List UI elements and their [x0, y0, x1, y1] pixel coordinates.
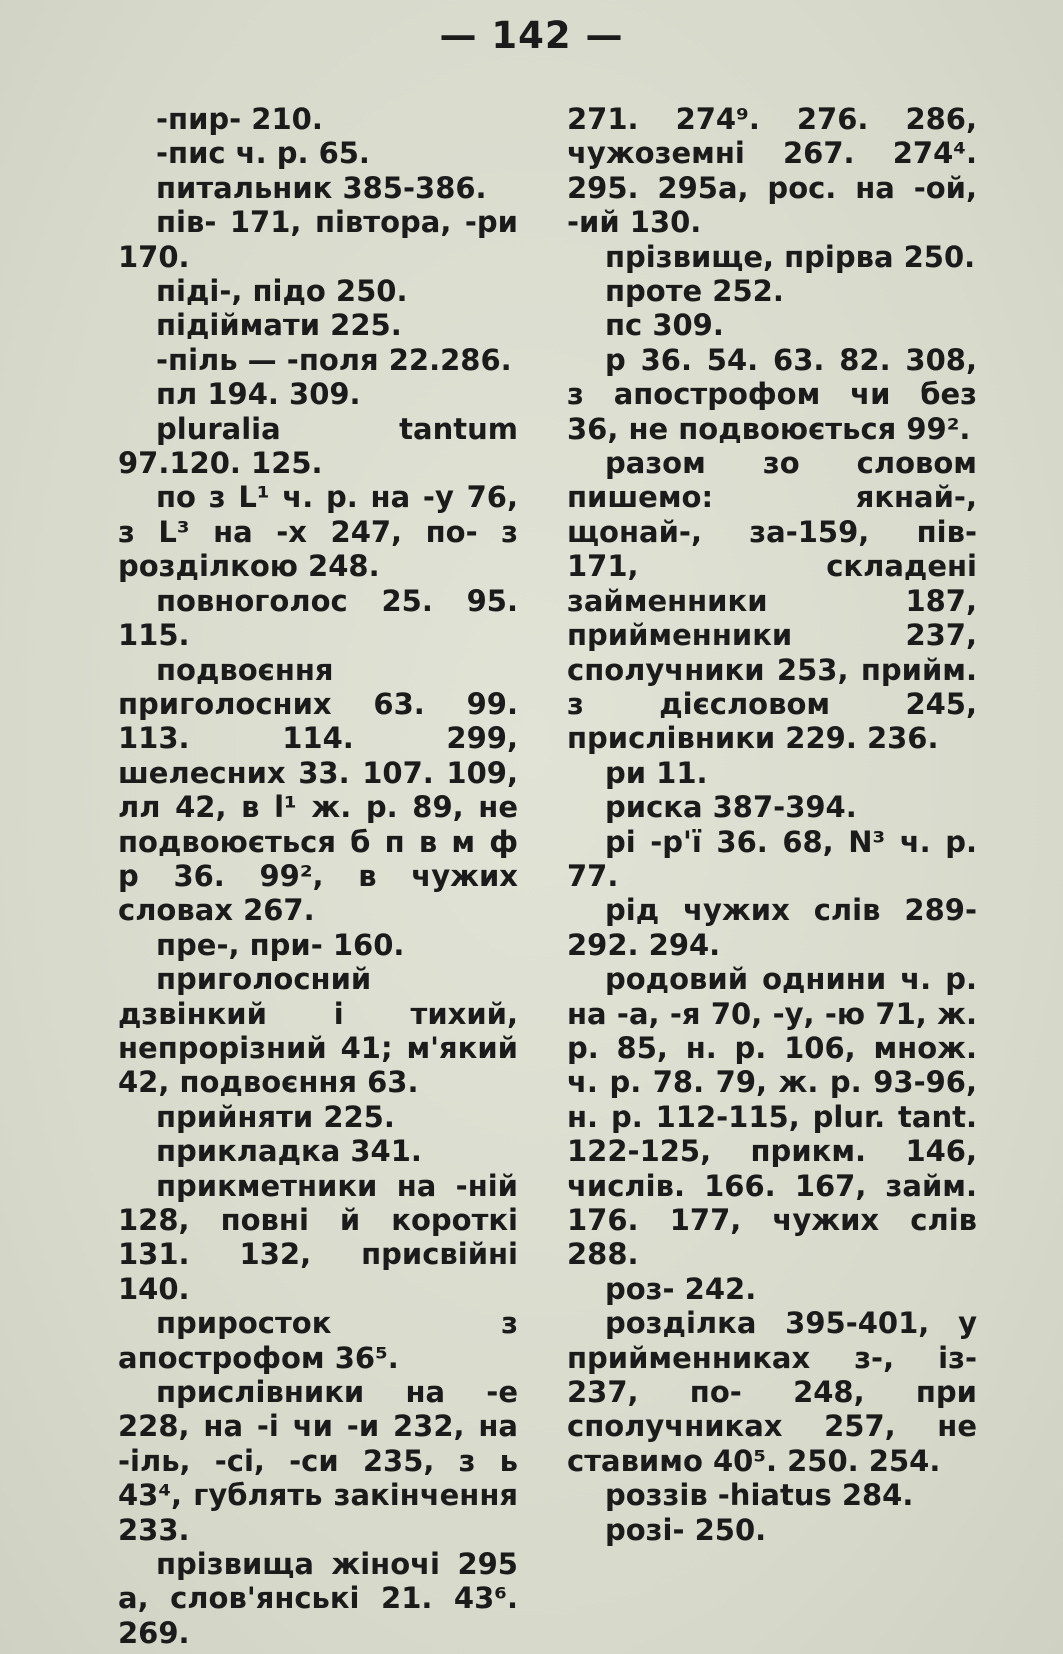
page-number: — 142 —	[439, 14, 624, 57]
index-entry: прізвища жіночі 295 а, слов'янські 21. 43⁶. 269.	[118, 1547, 518, 1650]
index-entry: приголосний дзвінкий і тихий, непрорізний 41; м'який 42, подвоєння 63.	[118, 962, 518, 1100]
index-entry: прикладка 341.	[156, 1134, 422, 1169]
index-column-left	[118, 102, 518, 1650]
index-entry-continuation: 271. 274⁹. 276. 286, чужоземні 267. 274⁴. 295. 295а, рос. на -ой, -ий 130.	[567, 102, 977, 240]
index-entry: -пис ч. р. 65.	[156, 136, 370, 171]
index-entry: роззів -hiatus 284.	[605, 1478, 914, 1513]
index-entry: разом зо словом пишемо: якнай-, щонай-, за-159, пів- 171, складені займенники 187, прийменники 237, сполучники 253, прийм. з дієсловом 245, прислівники 229. 236.	[567, 446, 977, 756]
index-entry: -пир- 210.	[156, 102, 323, 136]
index-entry: розі- 250.	[605, 1512, 767, 1547]
index-entry: рі -р'ї 36. 68, N³ ч. р. 77.	[567, 824, 977, 893]
index-entry: пс 309.	[605, 308, 724, 343]
index-entry: повноголос 25. 95. 115.	[118, 583, 518, 653]
index-entry: -піль — -поля 22.286.	[156, 342, 512, 377]
index-entry: пл 194. 309.	[156, 377, 361, 412]
index-entry: приросток з апострофом 36⁵.	[118, 1306, 518, 1375]
index-entry: ри 11.	[605, 755, 708, 790]
index-column-right	[567, 102, 977, 1547]
index-entry: роз- 242.	[605, 1271, 757, 1306]
index-entry: підіймати 225.	[156, 308, 402, 343]
index-entry: питальник 385-386.	[156, 170, 487, 205]
index-entry: розділка 395-401, у прийменниках з-, із- 237, по- 248, при сполучниках 257, не ставимо 40⁵. 250. 254.	[567, 1306, 977, 1478]
index-entry: прийняти 225.	[156, 1099, 395, 1134]
index-entry: pluralia tantum 97.120. 125.	[118, 411, 518, 481]
index-entry: риска 387-394.	[605, 790, 857, 825]
index-entry: пре-, при- 160.	[156, 927, 405, 962]
index-entry: прикметники на -ній 128, повні й короткі 131. 132, присвійні 140.	[118, 1168, 518, 1306]
index-entry: прізвище, прірва 250.	[605, 239, 976, 274]
index-entry: рід чужих слів 289-292. 294.	[567, 893, 977, 962]
index-entry: подвоєння приголосних 63. 99. 113. 114. 299, шелесних 33. 107. 109, лл 42, в l¹ ж. р. 89, не подвоюється б п в м ф р 36. 99², в чужих словах 267.	[118, 652, 518, 928]
index-entry: прислівники на -е 228, на -і чи -и 232, на -іль, -сі, -си 235, з ь 43⁴, гублять закінчення 233.	[118, 1375, 518, 1547]
index-entry: піді-, підо 250.	[156, 274, 408, 309]
index-entry: пів- 171, півтора, -ри 170.	[118, 205, 518, 274]
index-entry: р 36. 54. 63. 82. 308, з апострофом чи без 36, не подвоюється 99².	[567, 342, 977, 446]
index-entry: родовий однини ч. р. на -а, -я 70, -у, -ю 71, ж. р. 85, н. р. 106, множ. ч. р. 78. 79, ж. р. 93-96, н. р. 112-115, plur. tant. 122-125, прикм. 146, числів. 166. 167, займ. 176. 177, чужих слів 288.	[567, 962, 977, 1272]
index-entry: проте 252.	[605, 274, 784, 309]
index-entry: по з L¹ ч. р. на -у 76, з L³ на -х 247, по- з розділкою 248.	[118, 480, 518, 584]
